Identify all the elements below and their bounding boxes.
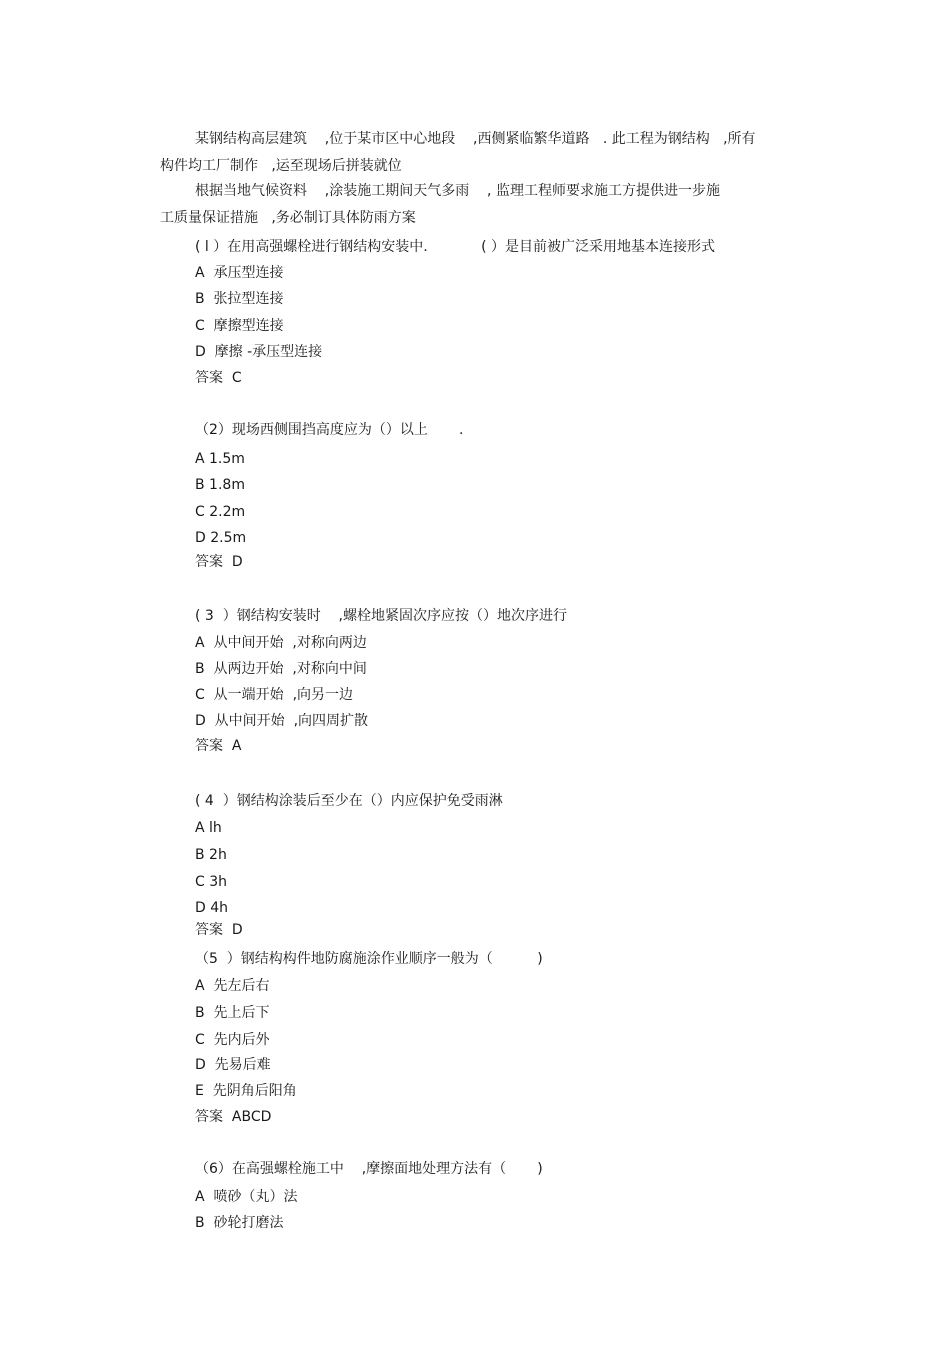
intro-line-1: 某钢结构高层建筑 ,位于某市区中心地段 ,西侧紧临繁华道路 . 此工程为钢结构 ,所有 bbox=[195, 131, 756, 147]
intro-line-3: 根据当地气候资料 ,涂装施工期间天气多雨 , 监理工程师要求施工方提供进一步施 bbox=[195, 183, 720, 199]
question-4-option-d: D 4h bbox=[195, 900, 229, 916]
question-5-option-b: B 先上后下 bbox=[195, 1005, 270, 1021]
question-3-option-d: D 从中间开始 ,向四周扩散 bbox=[195, 713, 369, 729]
question-5-option-c: C 先内后外 bbox=[195, 1032, 270, 1048]
question-1-stem: ( l ）在用高强螺栓进行钢结构安装中. ( ）是目前被广泛采用地基本连接形式 bbox=[195, 239, 716, 255]
question-6-option-a: A 喷砂（丸）法 bbox=[195, 1189, 298, 1205]
question-4-stem: ( 4 ）钢结构涂装后至少在（）内应保护免受雨淋 bbox=[195, 793, 503, 809]
question-2-stem: （2）现场西侧围挡高度应为（）以上 . bbox=[195, 422, 464, 438]
question-5-option-e: E 先阴角后阳角 bbox=[195, 1083, 297, 1099]
question-4-option-b: B 2h bbox=[195, 847, 227, 863]
question-3-option-c: C 从一端开始 ,向另一边 bbox=[195, 687, 354, 703]
question-1-answer: 答案 C bbox=[195, 370, 242, 386]
question-2-option-a: A 1.5m bbox=[195, 451, 245, 467]
question-6-option-b: B 砂轮打磨法 bbox=[195, 1215, 284, 1231]
question-2-answer: 答案 D bbox=[195, 554, 243, 570]
question-2-option-d: D 2.5m bbox=[195, 530, 247, 546]
intro-line-4: 工质量保证措施 ,务必制订具体防雨方案 bbox=[160, 210, 416, 226]
question-5-stem: （5 ）钢结构构件地防腐施涂作业顺序一般为（ ) bbox=[195, 951, 543, 967]
question-4-option-a: A lh bbox=[195, 820, 222, 836]
question-5-answer: 答案 ABCD bbox=[195, 1109, 272, 1125]
question-1-option-b: B 张拉型连接 bbox=[195, 291, 284, 307]
intro-line-2: 构件均工厂制作 ,运至现场后拼装就位 bbox=[160, 158, 402, 174]
question-4-answer: 答案 D bbox=[195, 922, 243, 938]
question-2-option-c: C 2.2m bbox=[195, 504, 246, 520]
question-2-option-b: B 1.8m bbox=[195, 477, 245, 493]
question-3-stem: ( 3 ）钢结构安装时 ,螺栓地紧固次序应按（）地次序进行 bbox=[195, 608, 567, 624]
question-1-option-a: A 承压型连接 bbox=[195, 265, 284, 281]
question-3-option-b: B 从两边开始 ,对称向中间 bbox=[195, 661, 367, 677]
question-1-option-d: D 摩擦 -承压型连接 bbox=[195, 344, 323, 360]
question-3-answer: 答案 A bbox=[195, 738, 242, 754]
question-5-option-d: D 先易后难 bbox=[195, 1057, 271, 1073]
question-1-option-c: C 摩擦型连接 bbox=[195, 318, 284, 334]
question-3-option-a: A 从中间开始 ,对称向两边 bbox=[195, 635, 367, 651]
question-4-option-c: C 3h bbox=[195, 874, 228, 890]
question-5-option-a: A 先左后右 bbox=[195, 978, 270, 994]
question-6-stem: （6）在高强螺栓施工中 ,摩擦面地处理方法有（ ) bbox=[195, 1161, 543, 1177]
